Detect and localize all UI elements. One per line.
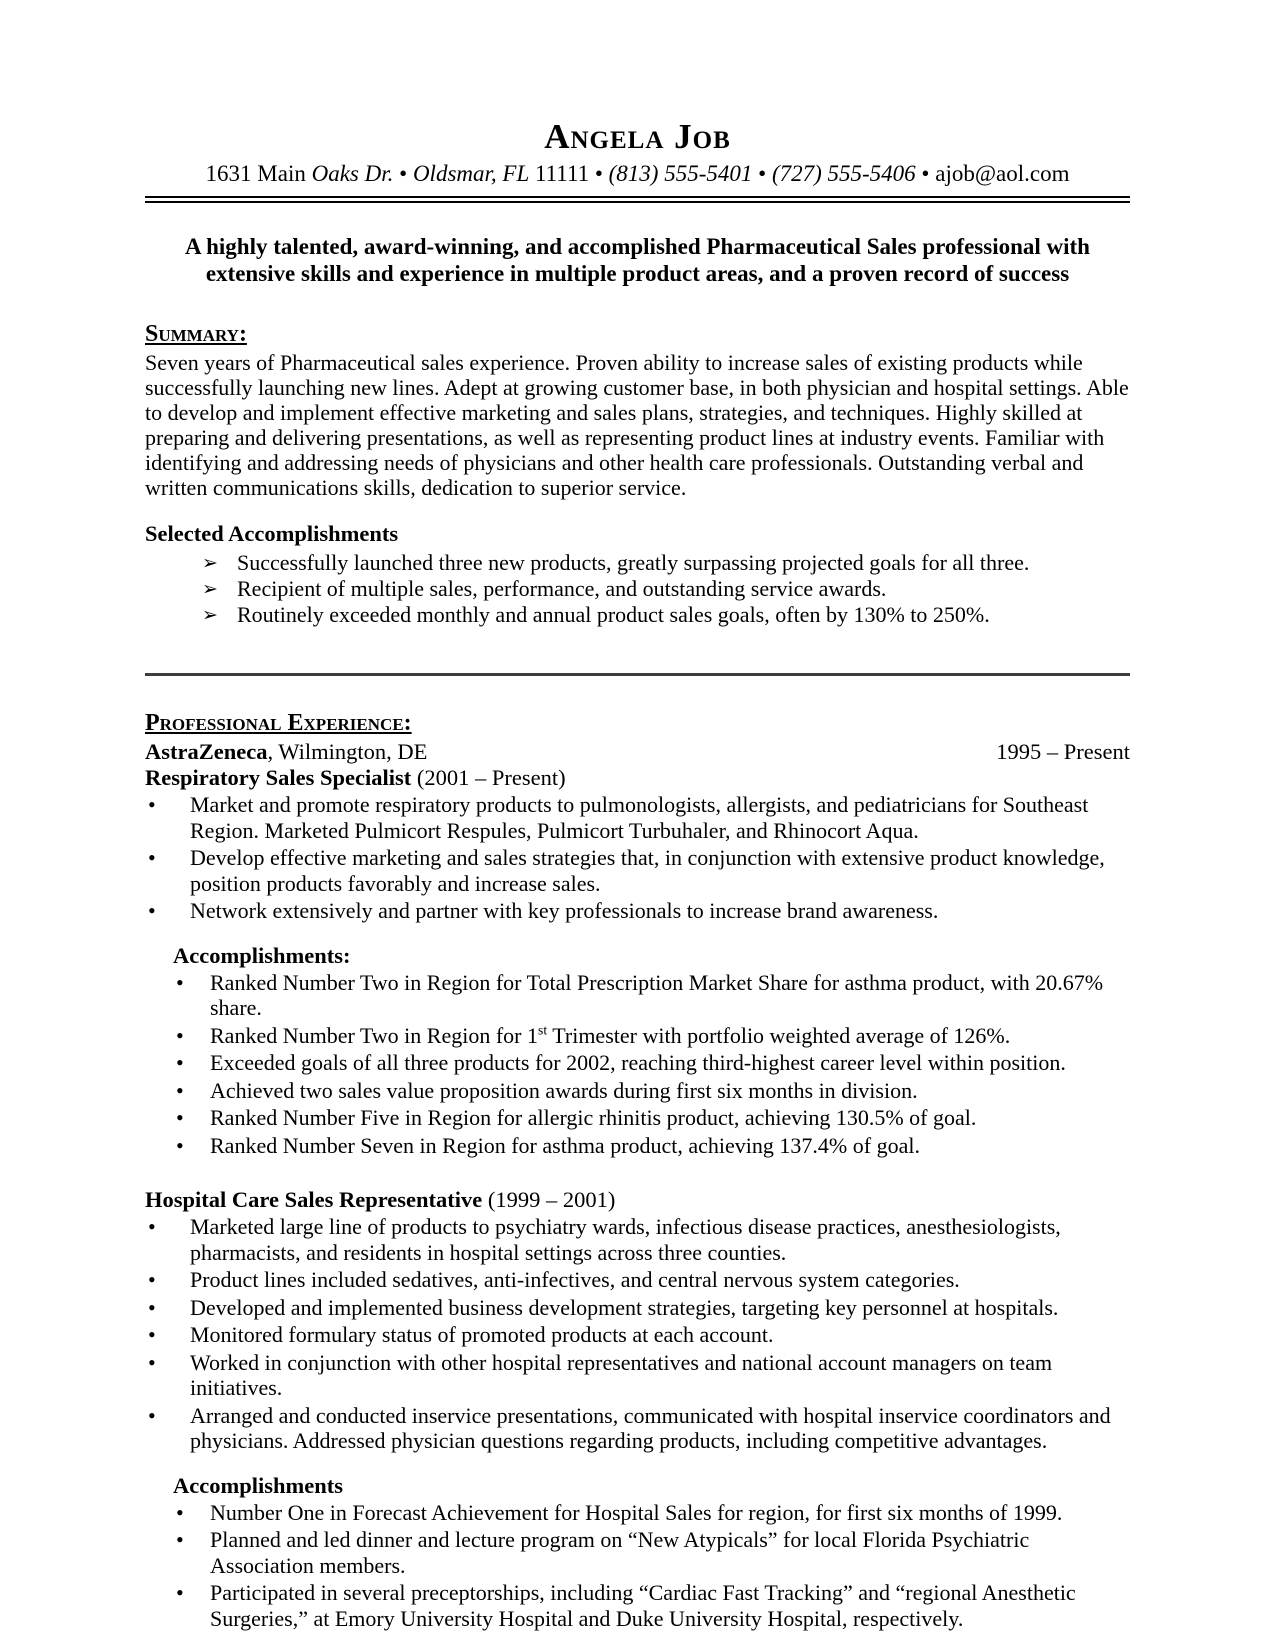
contact-separator: •	[393, 161, 413, 186]
list-item-text: Product lines included sedatives, anti-infectives, and central nervous system categories.	[190, 1267, 960, 1292]
list-item	[145, 1500, 1130, 1526]
accomplishments-subheading	[173, 1473, 1130, 1499]
arrow-bullet-icon: ➢	[202, 578, 218, 600]
list-item-text: Planned and led dinner and lecture program on “New Atypicals” for local Florida Psychiatric Association members.	[210, 1527, 1030, 1578]
list-item	[145, 792, 1130, 843]
summary-text: Seven years of Pharmaceutical sales experience. Proven ability to increase sales of existing products while successfully launching new lines. Adept at growing customer base, in both physician and hospital settings. Able to develop and implement effective marketing and sales plans, strategies, and techniques. Highly skilled at preparing and delivering presentations, as well as representing product lines at industry events. Familiar with identifying and addressing needs of physicians and other health care professionals. Outstanding verbal and written communications skills, dedication to superior service.	[145, 350, 1129, 500]
dot-bullet-icon: •	[176, 1527, 184, 1552]
contact-phone-2: (727) 555-5406	[771, 161, 916, 186]
job-duties-list	[145, 1214, 1130, 1454]
dot-bullet-icon: •	[148, 845, 156, 870]
job-title: Hospital Care Sales Representative	[145, 1187, 483, 1212]
dot-bullet-icon: •	[176, 969, 184, 995]
list-item	[145, 970, 1130, 1021]
tagline: A highly talented, award-winning, and accomplished Pharmaceutical Sales professional with extensive skills and experience in multiple product areas, and a proven record of success	[185, 234, 1090, 286]
list-item-text: Ranked Number Two in Region for Total Prescription Market Share for asthma product, with 20.67% share.	[210, 969, 1104, 1020]
list-item	[145, 1403, 1130, 1454]
ordinal-superscript: st	[538, 1022, 548, 1038]
list-item-text: Develop effective marketing and sales strategies that, in conjunction with extensive product knowledge, position products favorably and increase sales.	[190, 845, 1105, 896]
experience-heading: Professional Experience:	[145, 710, 412, 736]
person-name: Angela Job	[544, 117, 731, 156]
arrow-bullet-icon: ➢	[202, 604, 218, 626]
list-item-text: Ranked Number Two in Region for 1	[210, 1022, 539, 1048]
contact-street-italic: Oaks Dr.	[311, 161, 394, 186]
dot-bullet-icon: •	[148, 898, 156, 923]
job-title-row	[145, 1187, 1130, 1213]
list-item-text: Successfully launched three new products, greatly surpassing projected goals for all three.	[237, 550, 1030, 575]
list-item	[145, 550, 1130, 575]
list-item-text: Monitored formulary status of promoted products at each account.	[190, 1322, 774, 1347]
list-item-text: Ranked Number Seven in Region for asthma product, achieving 137.4% of goal.	[210, 1132, 920, 1158]
company-name: AstraZeneca	[145, 739, 268, 764]
list-item	[145, 1133, 1130, 1159]
list-item	[145, 1350, 1130, 1401]
dot-bullet-icon: •	[148, 1349, 156, 1375]
list-item-text: Arranged and conducted inservice presentations, communicated with hospital inservice coordinators and physicians. Addressed physician questions regarding products, including competitive advantages.	[190, 1402, 1111, 1453]
list-item-text: Marketed large line of products to psychiatry wards, infectious disease practices, anesthesiologists, pharmacists, and residents in hospital settings across three counties.	[190, 1214, 1061, 1265]
list-item	[145, 1050, 1130, 1076]
company-line	[145, 739, 427, 765]
company-dates: 1995 – Present	[996, 739, 1130, 764]
selected-accomplishments-heading: Selected Accomplishments	[145, 521, 399, 546]
contact-line	[145, 161, 1130, 187]
company-row	[145, 739, 1130, 765]
dot-bullet-icon: •	[148, 1322, 156, 1347]
job-title: Respiratory Sales Specialist	[145, 765, 412, 790]
summary-heading: Summary:	[145, 321, 247, 347]
list-item	[145, 1078, 1130, 1104]
list-item	[145, 845, 1130, 896]
header-double-rule	[145, 196, 1130, 203]
contact-phone-1: (813) 555-5401	[608, 161, 753, 186]
job-dates: (2001 – Present)	[411, 765, 566, 790]
list-item-text: Achieved two sales value proposition awards during first six months in division.	[210, 1077, 918, 1103]
list-item-text: Ranked Number Five in Region for allergic rhinitis product, achieving 130.5% of goal.	[210, 1105, 977, 1130]
list-item-text: Worked in conjunction with other hospital representatives and national account managers on team initiatives.	[190, 1349, 1053, 1400]
list-item-text: Trimester with portfolio weighted average of 126%.	[547, 1022, 1011, 1048]
list-item	[145, 898, 1130, 924]
list-item	[145, 576, 1130, 601]
job-duties-list	[145, 792, 1130, 924]
section-divider	[145, 673, 1130, 676]
list-item	[145, 602, 1130, 627]
summary-section	[145, 321, 1130, 627]
dot-bullet-icon: •	[148, 1294, 156, 1320]
list-item-text: Number One in Forecast Achievement for Hospital Sales for region, for first six months of 1999.	[210, 1499, 1063, 1525]
experience-section	[145, 710, 1130, 1631]
list-item-text: Routinely exceeded monthly and annual product sales goals, often by 130% to 250%.	[237, 602, 990, 627]
list-item	[145, 1023, 1130, 1049]
list-item-text: Network extensively and partner with key professionals to increase brand awareness.	[190, 898, 939, 923]
list-item	[145, 1527, 1130, 1578]
dot-bullet-icon: •	[176, 1580, 184, 1605]
arrow-bullet-icon: ➢	[202, 552, 218, 574]
contact-separator: •	[752, 161, 772, 186]
dot-bullet-icon: •	[176, 1077, 184, 1103]
list-item	[145, 1580, 1130, 1631]
accomplishments-colon: :	[343, 942, 351, 968]
list-item-text: Developed and implemented business development strategies, targeting key personnel at hospitals.	[190, 1294, 1059, 1320]
job-accomplishments-list	[145, 970, 1130, 1159]
list-item	[145, 1295, 1130, 1321]
contact-city-italic: Oldsmar, FL	[412, 161, 530, 186]
list-item	[145, 1322, 1130, 1348]
list-item	[145, 1267, 1130, 1293]
accomplishments-subheading	[173, 943, 1130, 969]
company-location: , Wilmington, DE	[267, 739, 428, 764]
list-item-text: Participated in several preceptorships, including “Cardiac Fast Tracking” and “regional Anesthetic Surgeries,” at Emory University Hospital and Duke University Hospital, respectively.	[210, 1580, 1076, 1631]
dot-bullet-icon: •	[148, 1214, 156, 1239]
dot-bullet-icon: •	[148, 1267, 156, 1292]
job-dates: (1999 – 2001)	[482, 1187, 616, 1212]
list-item-text: Recipient of multiple sales, performance, and outstanding service awards.	[237, 576, 887, 601]
list-item	[145, 1105, 1130, 1131]
contact-email: ajob@aol.com	[935, 161, 1070, 186]
dot-bullet-icon: •	[176, 1050, 184, 1075]
list-item-text: Exceeded goals of all three products for 2002, reaching third-highest career level within position.	[210, 1050, 1066, 1075]
accomplishments-label: Accomplishments	[173, 1472, 343, 1498]
selected-accomplishments-list	[145, 550, 1130, 627]
list-item-text: Market and promote respiratory products to pulmonologists, allergists, and pediatricians for Southeast Region. Marketed Pulmicort Respules, Pulmicort Turbuhaler, and Rhinocort Aqua.	[190, 792, 1089, 843]
accomplishments-label: Accomplishments	[173, 942, 343, 968]
dot-bullet-icon: •	[176, 1022, 184, 1048]
contact-address-part: 1631 Main	[205, 161, 312, 186]
dot-bullet-icon: •	[148, 1402, 156, 1428]
contact-separator: •	[915, 161, 936, 186]
dot-bullet-icon: •	[148, 792, 156, 817]
list-item	[145, 1214, 1130, 1265]
dot-bullet-icon: •	[176, 1132, 184, 1158]
resume-header	[145, 118, 1130, 203]
job-title-row	[145, 765, 1130, 791]
dot-bullet-icon: •	[176, 1499, 184, 1525]
job-accomplishments-list	[145, 1500, 1130, 1632]
dot-bullet-icon: •	[176, 1105, 184, 1130]
contact-zip-part: 11111 •	[529, 161, 609, 186]
